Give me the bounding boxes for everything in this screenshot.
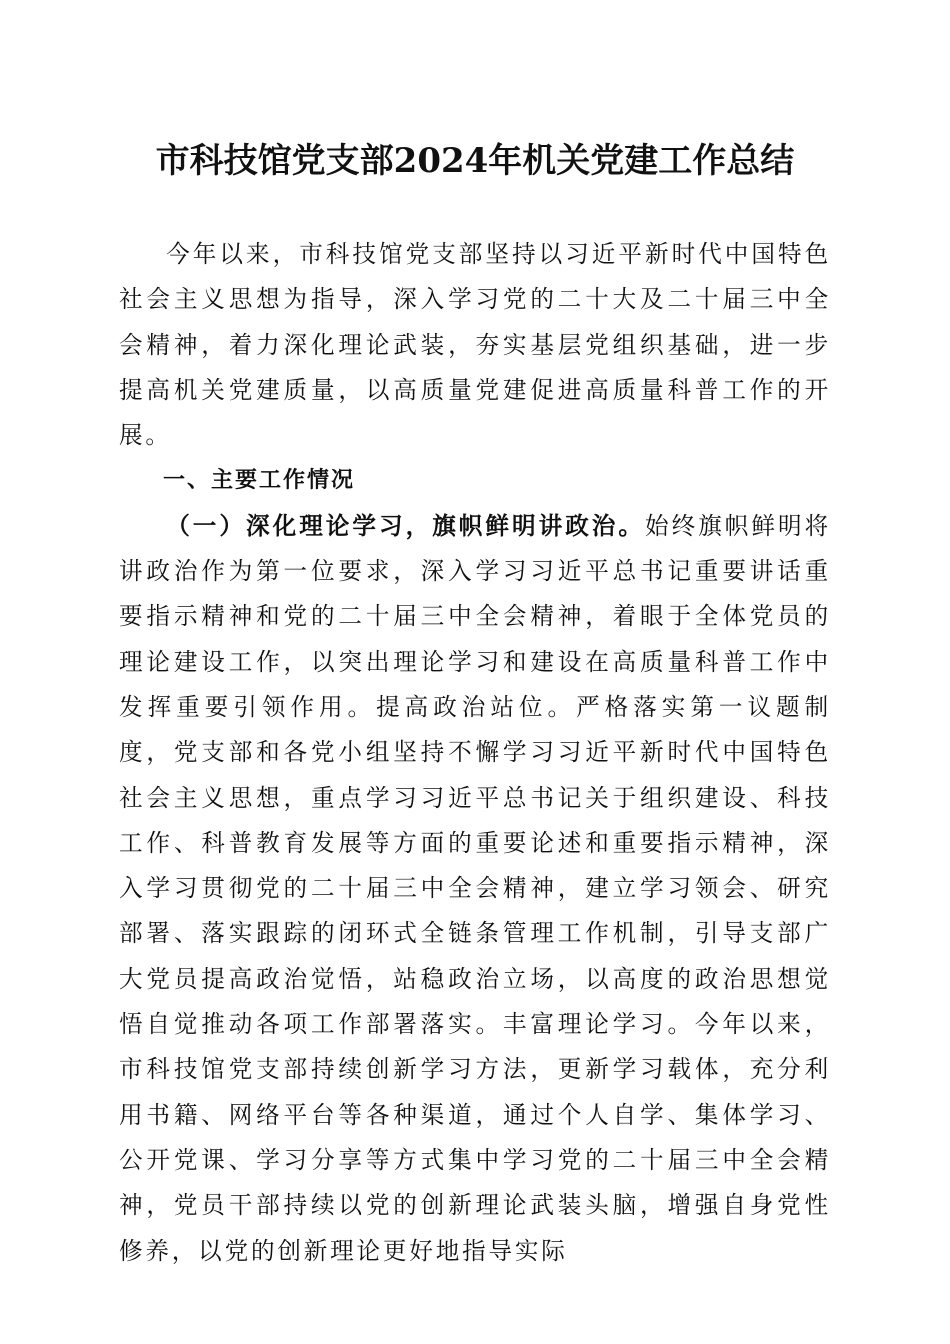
document-title: 市科技馆党支部2024年机关党建工作总结	[155, 141, 795, 181]
document-body	[119, 232, 831, 1274]
intro-paragraph: 今年以来，市科技馆党支部坚持以习近平新时代中国特色社会主义思想为指导，深入学习党的二十大及二十届三中全会精神，着力深化理论武装，夯实基层党组织基础，进一步提高机关党建质量，以高质量党建促进高质量科普工作的开展。	[119, 240, 831, 450]
subsection-heading: （一）深化理论学习，旗帜鲜明讲政治。	[166, 511, 645, 540]
subsection-body: 始终旗帜鲜明将讲政治作为第一位要求，深入学习习近平总书记重要讲话重要指示精神和党的二十届三中全会精神，着眼于全体党员的理论建设工作，以突出理论学习和建设在高质量科普工作中发挥重要引领作用。提高政治站位。严格落实第一议题制度，党支部和各党小组坚持不懈学习习近平新时代中国特色社会主义思想，重点学习习近平总书记关于组织建设、科技工作、科普教育发展等方面的重要论述和重要指示精神，深入学习贯彻党的二十届三中全会精神，建立学习领会、研究部署、落实跟踪的闭环式全链条管理工作机制，引导支部广大党员提高政治觉悟，站稳政治立场，以高度的政治思想觉悟自觉推动各项工作部署落实。丰富理论学习。今年以来，市科技馆党支部持续创新学习方法，更新学习载体，充分利用书籍、网络平台等各种渠道，通过个人自学、集体学习、公开党课、学习分享等方式集中学习党的二十届三中全会精神，党员干部持续以党的创新理论武装头脑，增强自身党性修养，以党的创新理论更好地指导实际	[119, 511, 831, 1265]
section-heading: 一、主要工作情况	[163, 468, 356, 494]
subsection-paragraph	[119, 504, 831, 1274]
